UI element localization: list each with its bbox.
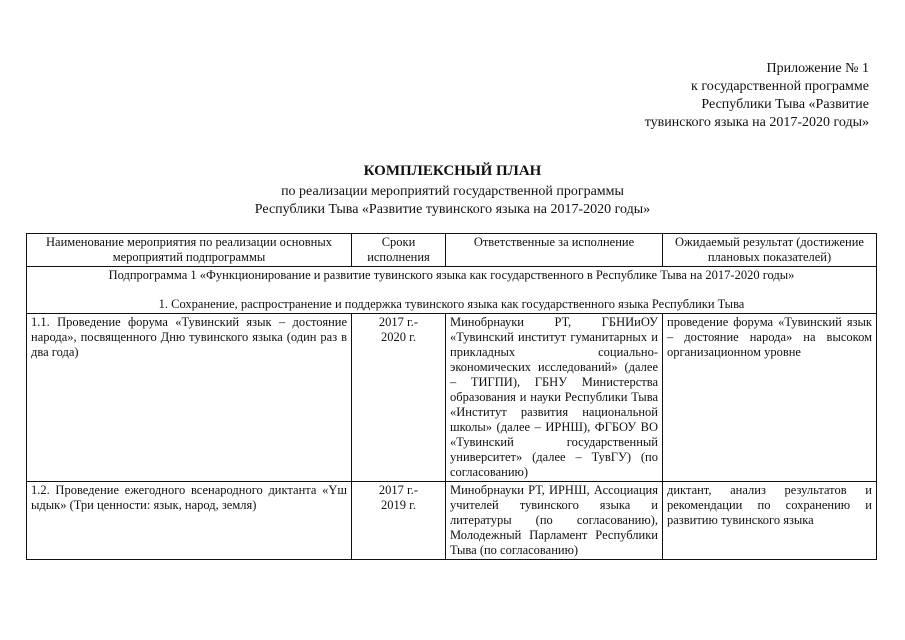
result-cell: проведение форума «Тувинский язык – достояние народа» на высоком организационном уровне [663,314,877,482]
result-cell: диктант, анализ результатов и рекомендации по сохранению и развитию тувинского языка [663,482,877,560]
subtitle-line: Республики Тыва «Развитие тувинского языка на 2017-2020 годы» [254,202,651,217]
document-title [0,162,905,219]
table-row [27,482,877,560]
term-end: 2020 г. [381,330,416,344]
responsible-cell: Минобрнауки РТ, ИРНШ, Ассоциация учителей тувинского языка и литературы (по согласованию), Молодежный Парламент Республики Тыва (по согласованию) [446,482,663,560]
appendix-line: тувинского языка на 2017-2020 годы» [644,115,869,130]
appendix-line: Республики Тыва «Развитие [701,97,869,112]
appendix-line: к государственной программе [691,79,869,94]
main-title: КОМПЛЕКСНЫЙ ПЛАН [363,163,542,179]
term-start: 2017 г.- [378,483,419,497]
term-end: 2019 г. [381,498,416,512]
plan-table [26,233,877,560]
table-header-row [27,234,877,267]
appendix-line: Приложение № 1 [766,61,869,76]
term-cell [352,482,446,560]
header-responsible: Ответственные за исполнение [446,234,663,267]
responsible-cell: Минобрнауки РТ, ГБНИиОУ «Тувинский институт гуманитарных и прикладных социально-экономических исследований» (далее – ТИГПИ), ГБНУ Министерства образования и науки Республики Тыва «Институт развития национальной школы» (далее – ИРНШ), ФГБОУ ВО «Тувинский государственный университет» (далее – ТувГУ) (по согласованию) [446,314,663,482]
header-term: Сроки исполнения [352,234,446,267]
subprogram-cell [27,267,877,314]
term-cell [352,314,446,482]
section-title: 1. Сохранение, распространение и поддержка тувинского языка как государственного языка Республики Тыва [158,297,745,311]
appendix-note [645,60,869,132]
activity-cell: 1.2. Проведение ежегодного всенародного диктанта «Үш ыдык» (Три ценности: язык, народ, земля) [27,482,352,560]
activity-cell: 1.1. Проведение форума «Тувинский язык – достояние народа», посвященного Дню тувинского языка (один раз в два года) [27,314,352,482]
header-activity: Наименование мероприятия по реализации основных мероприятий подпрограммы [27,234,352,267]
subprogram-row [27,267,877,314]
subtitle-line: по реализации мероприятий государственной программы [281,184,624,199]
term-start: 2017 г.- [378,315,419,329]
header-result: Ожидаемый результат (достижение плановых показателей) [663,234,877,267]
subprogram-title: Подпрограмма 1 «Функционирование и развитие тувинского языка как государственного в Республике Тыва на 2017-2020 годы» [108,268,795,282]
table-row [27,314,877,482]
